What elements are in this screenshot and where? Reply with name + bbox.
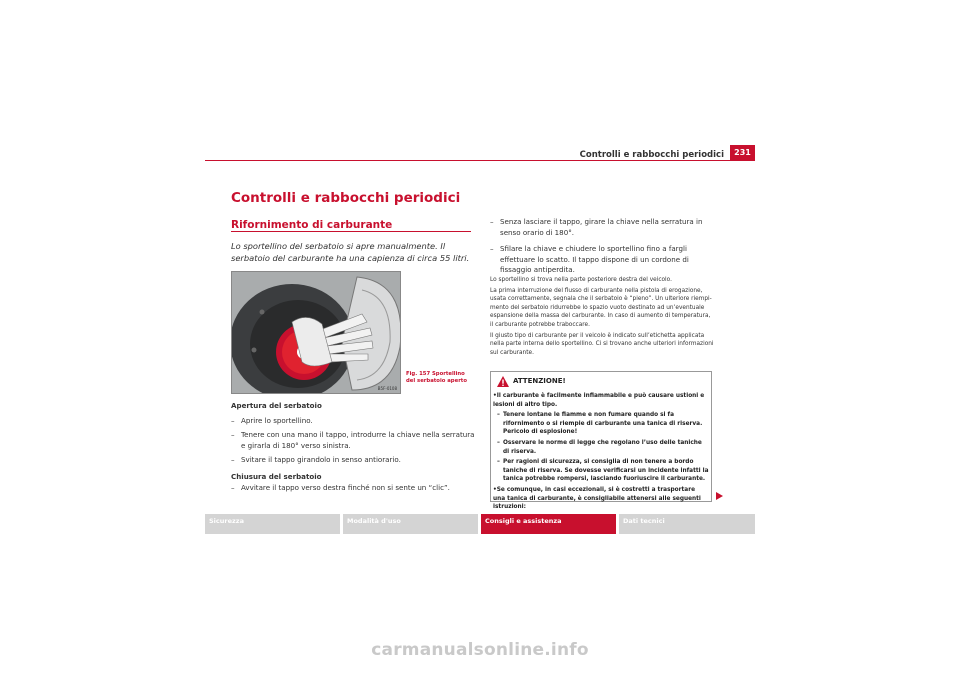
- left-column: [231, 401, 476, 494]
- section-title: Rifornimento di carburante: [231, 219, 393, 231]
- notes: [490, 276, 715, 359]
- running-header-title: Controlli e rabbocchi periodici: [579, 150, 724, 160]
- warning-title: ATTENZIONE!: [513, 377, 566, 385]
- opening-step: – Tenere con una mano il tappo, introdurre la chiave nella serratura e girarla di 180° verso sinistra.: [231, 430, 476, 451]
- footer-tab-dati-tecnici[interactable]: Dati tecnici: [619, 514, 755, 534]
- warning-box: [490, 371, 712, 511]
- page-number: 231: [730, 145, 755, 161]
- warning-body: [493, 392, 709, 512]
- figure-code: B5F-0108: [377, 386, 397, 391]
- figure-caption: Fig. 157 Sportellino del serbatoio aperto: [406, 371, 467, 384]
- warning-sub-item: – Tenere lontane le fiamme e non fumare quando si fa rifornimento o si riempie di carburante una tanica di riserva. Pericolo di esplosione!: [493, 411, 709, 437]
- chapter-title: Controlli e rabbocchi periodici: [231, 190, 461, 206]
- opening-title: Apertura del serbatoio: [231, 401, 322, 410]
- footer-tab-sicurezza[interactable]: Sicurezza: [205, 514, 340, 534]
- watermark: carmanualsonline.info: [371, 640, 589, 660]
- closing-step: – Sfilare la chiave e chiudere lo sportellino fino a fargli effettuare lo scatto. Il tappo dispone di un cordone di fissaggio antiperdita.: [490, 244, 715, 276]
- warning-triangle-icon: [496, 375, 510, 388]
- fuel-door-illustration: [231, 271, 401, 394]
- note-paragraph: La prima interruzione del flusso di carburante nella pistola di erogazione, usata correttamente, segnala che il serbatoio è “pieno”. Un ulteriore riempi-mento del serbatoio ridurrebbe lo spazio vuoto destinato ad un’eventuale espansione della massa del carburante. In caso di aumento di temperatura, il carburante potrebbe traboccare.: [490, 287, 712, 328]
- warning-bullet: • Se comunque, in casi eccezionali, si è costretti a trasportare una tanica di carburante, è consigliabile attenersi alle seguenti istruzioni:: [493, 486, 709, 512]
- warning-sub-item: – Osservare le norme di legge che regolano l’uso delle taniche di riserva.: [493, 439, 709, 456]
- note-paragraph: Il giusto tipo di carburante per il veicolo è indicato sull’etichetta applicata nella parte interna dello sportellino. Ci si trovano anche ulteriori informazioni sul carburante.: [490, 332, 714, 356]
- warning-sub-item: – Per ragioni di sicurezza, si consiglia di non tenere a bordo taniche di riserva. Se dovesse verificarsi un incidente infatti la tanica potrebbe rompersi, lasciando fuoriuscire il carburante.: [493, 458, 709, 484]
- note-paragraph: Lo sportellino si trova nella parte posteriore destra del veicolo.: [490, 277, 672, 283]
- opening-step: – Aprire lo sportellino.: [231, 416, 476, 427]
- continue-arrow-icon: [716, 492, 723, 500]
- warning-header: [491, 372, 711, 388]
- closing-title: Chiusura del serbatoio: [231, 471, 322, 481]
- header-rule: [205, 160, 755, 161]
- opening-step: – Svitare il tappo girandolo in senso antiorario.: [231, 455, 476, 466]
- footer-nav: [205, 514, 755, 534]
- footer-tab-consigli-e-assistenza[interactable]: Consigli e assistenza: [481, 514, 616, 534]
- section-rule: [231, 231, 471, 232]
- warning-bullet: • Il carburante è facilmente infiammabile e può causare ustioni e lesioni di altro tipo.: [493, 392, 709, 409]
- closing-step: – Avvitare il tappo verso destra finché non si sente un “clic”.: [231, 483, 476, 494]
- footer-tab-modalita-duso[interactable]: Modalità d'uso: [343, 514, 478, 534]
- right-column-steps: [490, 217, 715, 282]
- intro-text: Lo sportellino del serbatoio si apre manualmente. Il serbatoio del carburante ha una capienza di circa 55 litri.: [231, 241, 470, 263]
- closing-step: – Senza lasciare il tappo, girare la chiave nella serratura in senso orario di 180°.: [490, 217, 715, 238]
